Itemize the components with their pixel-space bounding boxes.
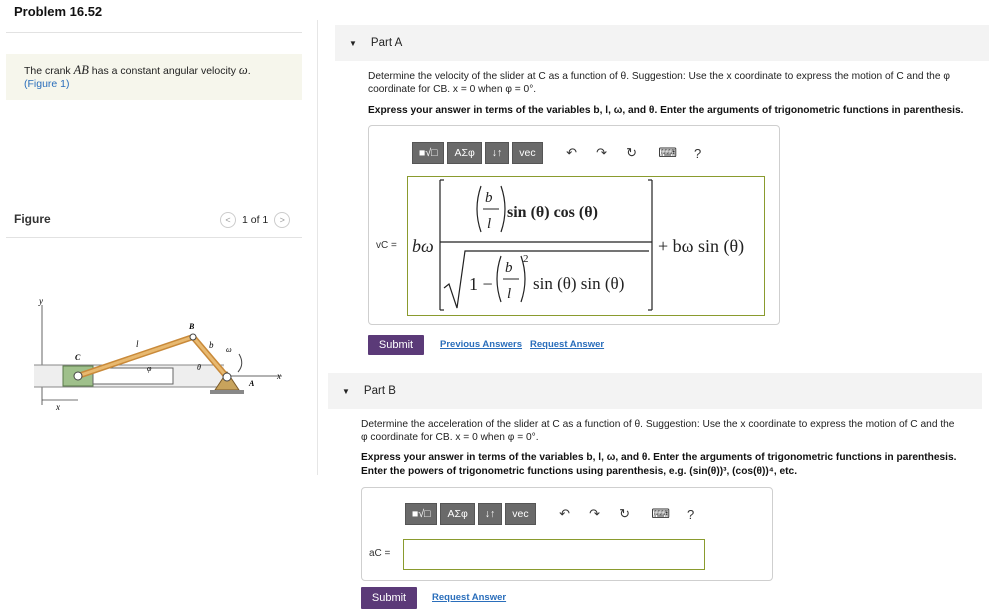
omega-arrow bbox=[238, 354, 242, 372]
part-a-desc-line2: coordinate for CB. x = 0 when φ = 0°. bbox=[368, 84, 537, 95]
undo-icon[interactable]: ↶ bbox=[566, 145, 578, 160]
ground bbox=[210, 390, 244, 394]
label-l: l bbox=[136, 339, 139, 349]
part-b-request-answer-link[interactable]: Request Answer bbox=[432, 592, 507, 603]
right-paren bbox=[501, 186, 505, 232]
left-paren bbox=[477, 186, 481, 232]
pin-b bbox=[190, 334, 196, 340]
greek-button[interactable]: ΑΣφ bbox=[440, 503, 474, 525]
templates-button[interactable]: ■√□ bbox=[405, 503, 437, 525]
part-a-request-answer-link[interactable]: Request Answer bbox=[530, 339, 605, 350]
templates-button[interactable]: ■√□ bbox=[412, 142, 444, 164]
divider bbox=[6, 237, 302, 238]
divider bbox=[317, 20, 318, 475]
mechanism-figure bbox=[30, 292, 290, 422]
vec-button[interactable]: vec bbox=[505, 503, 535, 525]
collapse-icon: ▼ bbox=[342, 386, 350, 396]
part-b-header[interactable] bbox=[328, 373, 982, 409]
part-b-desc-line2: φ coordinate for CB. x = 0 when φ = 0°. bbox=[361, 432, 539, 443]
divider bbox=[6, 32, 302, 33]
label-x-axis: x bbox=[277, 371, 281, 381]
var-omega: ω bbox=[238, 63, 248, 77]
redo-icon[interactable]: ↷ bbox=[589, 506, 601, 521]
problem-title: Problem 16.52 bbox=[14, 4, 103, 19]
part-b-instruction-1: Express your answer in terms of the variables b, l, ω, and θ. Enter the arguments of trigonometric functions in parenthesis. bbox=[361, 452, 957, 463]
pin-c bbox=[74, 372, 82, 380]
formula-b-omega: bω bbox=[412, 236, 434, 256]
label-y: y bbox=[39, 296, 43, 306]
prompt-text: The crank bbox=[24, 65, 74, 77]
figure-label: Figure bbox=[14, 212, 51, 226]
num-b: b bbox=[485, 190, 493, 206]
part-b-title: Part B bbox=[363, 385, 396, 397]
part-b-description bbox=[361, 418, 991, 444]
formula-tail: + bω sin (θ) bbox=[658, 236, 745, 256]
reset-icon[interactable]: ↻ bbox=[619, 506, 631, 521]
next-figure-button[interactable]: > bbox=[274, 212, 290, 228]
num-l: l bbox=[487, 216, 492, 232]
pin-a bbox=[223, 373, 231, 381]
part-a-description bbox=[368, 70, 998, 96]
part-a-formula bbox=[407, 176, 765, 316]
slot bbox=[93, 368, 173, 384]
prev-figure-button[interactable]: < bbox=[220, 212, 236, 228]
var-ab: AB bbox=[73, 63, 89, 77]
problem-prompt bbox=[6, 54, 302, 100]
label-theta: θ bbox=[197, 363, 201, 372]
den-l: l bbox=[507, 286, 512, 302]
part-a-submit-button[interactable]: Submit bbox=[368, 335, 424, 355]
previous-answers-link[interactable]: Previous Answers bbox=[440, 339, 523, 350]
figure-link[interactable]: (Figure 1) bbox=[24, 78, 70, 90]
keyboard-icon[interactable]: ⌨ bbox=[651, 506, 670, 521]
label-b-point: B bbox=[189, 322, 195, 331]
undo-icon[interactable]: ↶ bbox=[559, 506, 571, 521]
figure-page-count: 1 of 1 bbox=[242, 214, 269, 226]
arrows-button[interactable]: ↓↑ bbox=[485, 142, 510, 164]
label-x-dimension: x bbox=[56, 402, 60, 412]
prompt-text-2: has a constant angular velocity bbox=[88, 65, 239, 77]
part-a-instruction: Express your answer in terms of the variables b, l, ω, and θ. Enter the arguments of trigonometric functions in parenthesis. bbox=[368, 105, 964, 116]
label-phi: φ bbox=[147, 364, 152, 373]
keyboard-icon[interactable]: ⌨ bbox=[658, 145, 677, 160]
part-a-header[interactable] bbox=[335, 25, 989, 61]
reset-icon[interactable]: ↻ bbox=[626, 145, 638, 160]
part-a-toolbar bbox=[412, 142, 709, 164]
num-trig: sin (θ) cos (θ) bbox=[507, 204, 598, 221]
ac-label: aC = bbox=[369, 548, 391, 559]
part-b-instruction-2: Enter the powers of trigonometric functions using parenthesis, e.g. (sin(θ))³, (cos(θ))⁴, etc. bbox=[361, 466, 798, 477]
part-a-desc-line1: Determine the velocity of the slider at C as a function of θ. Suggestion: Use the x coordinate to express the motion of C and the φ bbox=[368, 71, 950, 82]
den-trig: sin (θ) sin (θ) bbox=[533, 274, 625, 293]
prompt-period: . bbox=[247, 65, 251, 77]
part-b-toolbar bbox=[405, 503, 702, 525]
den-square: 2 bbox=[523, 253, 529, 265]
den-one-minus: 1 − bbox=[469, 274, 493, 294]
help-icon[interactable]: ? bbox=[693, 145, 702, 161]
redo-icon[interactable]: ↷ bbox=[596, 145, 608, 160]
part-b-answer-field[interactable] bbox=[403, 539, 705, 570]
label-c-point: C bbox=[75, 353, 81, 362]
arrows-button[interactable]: ↓↑ bbox=[478, 503, 503, 525]
label-omega: ω bbox=[226, 345, 232, 354]
greek-button[interactable]: ΑΣφ bbox=[447, 142, 481, 164]
help-icon[interactable]: ? bbox=[686, 506, 695, 522]
collapse-icon: ▼ bbox=[349, 38, 357, 48]
label-a-point: A bbox=[249, 379, 255, 388]
den-b: b bbox=[505, 260, 513, 276]
vc-label: vC = bbox=[376, 240, 397, 251]
vec-button[interactable]: vec bbox=[512, 142, 542, 164]
part-b-desc-line1: Determine the acceleration of the slider at C as a function of θ. Suggestion: Use the x coordinate to express the motion of C and the bbox=[361, 419, 955, 430]
part-a-title: Part A bbox=[370, 37, 403, 49]
part-b-submit-button[interactable]: Submit bbox=[361, 587, 417, 609]
figure-pager bbox=[220, 212, 290, 228]
label-b: b bbox=[209, 340, 214, 350]
